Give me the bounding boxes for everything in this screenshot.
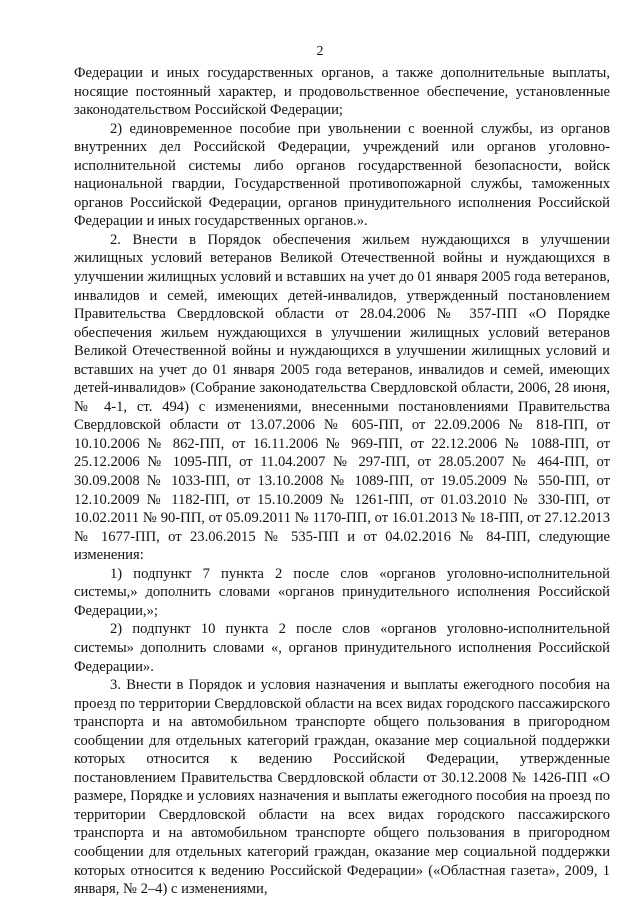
paragraph-section-3: 3. Внести в Порядок и условия назначения и выплаты ежегодного пособия на проезд по территории Свердловской области на всех видах городского пассажирского транспорта и на автомобильном транспорте общего пользования в пригородном сообщении для отдельных категорий граждан, оказание мер социальной поддержки которых относится к ведению Российской Федерации, утвержденные постановлением Правительства Свердловской области от 30.12.2008 № 1426-ПП «О размере, Порядке и условиях назначения и выплаты ежегодного пособия на проезд по территории Свердловской области на всех видах городского пассажирского транспорта и на автомобильном транспорте общего пользования в пригородном сообщении для отдельных категорий граждан, оказание мер социальной поддержки которых относится к ведению Российской Федерации» («Областная газета», 2009, 1 января, № 2–4) с изменениями, — [74, 677, 610, 898]
paragraph-item-2-severance: 2) единовременное пособие при увольнении с военной службы, из органов внутренних дел Российской Федерации, учреждений или органов уголовно-исполнительной системы либо органов государственной безопасности, войск национальной гвардии, Государственной противопожарной службы, таможенных органов Российской Федерации, органов принудительного исполнения Российской Федерации и иных государственных органов.». — [74, 120, 610, 230]
page-number: 2 — [316, 44, 324, 59]
paragraph-subitem-2: 2) подпункт 10 пункта 2 после слов «органов уголовно-исполнительной системы» дополнить словами «, органов принудительного исполнения Российской Федерации». — [74, 621, 610, 675]
paragraph-subitem-1: 1) подпункт 7 пункта 2 после слов «органов уголовно-исполнительной системы,» дополнить словами «органов принудительного исполнения Российской Федерации,»; — [74, 565, 610, 619]
paragraph-section-2: 2. Внести в Порядок обеспечения жильем нуждающихся в улучшении жилищных условий ветеранов Великой Отечественной войны и нуждающихся в улучшении жилищных условий и вставших на учет до 01 января 2005 года ветеранов, инвалидов и семей, имеющих детей-инвалидов, утвержденный постановлением Правительства Свердловской области от 28.04.2006 № 357-ПП «О Порядке обеспечения жильем нуждающихся в улучшении жилищных условий ветеранов Великой Отечественной войны и нуждающихся в улучшении жилищных условий и вставших на учет до 01 января 2005 года ветеранов, инвалидов и семей, имеющих детей-инвалидов» (Собрание законодательства Свердловской области, 2006, 28 июня, № 4-1, ст. 494) с изменениями, внесенными постановлениями Правительства Свердловской области от 13.07.2006 № 605-ПП, от 22.09.2006 № 818-ПП, от 10.10.2006 № 862-ПП, от 16.11.2006 № 969-ПП, от 22.12.2006 № 1088-ПП, от 25.12.2006 № 1095-ПП, от 11.04.2007 № 297-ПП, от 28.05.2007 № 464-ПП, от 30.09.2008 № 1033-ПП, от 13.10.2008 № 1089-ПП, от 19.05.2009 № 550-ПП, от 12.10.2009 № 1182-ПП, от 15.10.2009 № 1261-ПП, от 01.03.2010 № 330-ПП, от 10.02.2011 № 90-ПП, от 05.09.2011 № 1170-ПП, от 16.01.2013 № 18-ПП, от 27.12.2013 № 1677-ПП, от 23.06.2015 № 535-ПП и от 04.02.2016 № 84-ПП, следующие изменения: — [74, 231, 610, 564]
document-body — [74, 64, 610, 899]
paragraph-continuation: Федерации и иных государственных органов, а также дополнительные выплаты, носящие постоянный характер, и продовольственное обеспечение, установленные законодательством Российской Федерации; — [74, 65, 610, 119]
